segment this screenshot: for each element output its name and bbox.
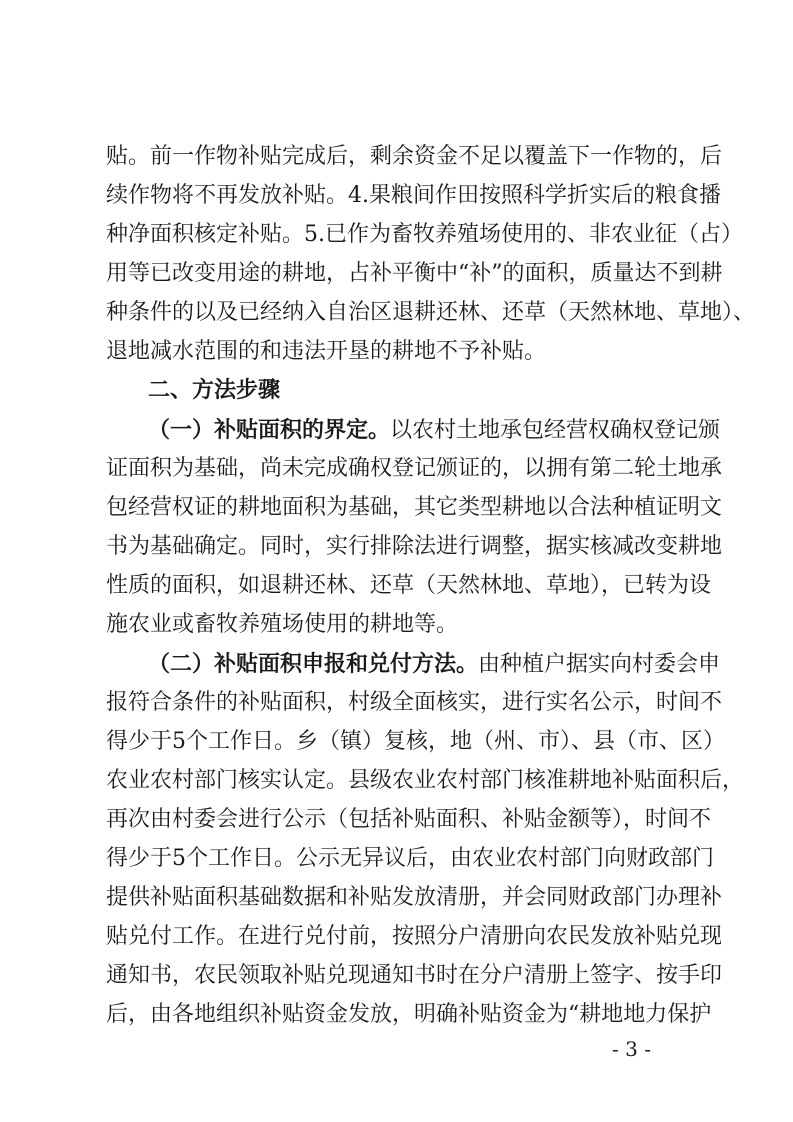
body-line: 后，由各地组织补贴资金发放，明确补贴资金为“耕地地力保护 (106, 1002, 712, 1027)
body-line: 施农业或畜牧养殖场使用的耕地等。 (106, 612, 459, 637)
body-line: 再次由村委会进行公示（包括补贴面积、补贴金额等），时间不 (106, 807, 712, 832)
paragraph-text: 以农村土地承包经营权确权登记颁 (390, 418, 721, 443)
body-line: 得少于5个工作日。乡（镇）复核，地（州、市）、县（市、区） (106, 729, 725, 754)
body-line: 包经营权证的耕地面积为基础，其它类型耕地以合法种植证明文 (106, 495, 723, 520)
body-line: 续作物将不再发放补贴。4.果粮间作田按照科学折实后的粮食播 (106, 183, 721, 208)
body-line: 报符合条件的补贴面积，村级全面核实，进行实名公示，时间不 (106, 690, 723, 715)
body-line: 证面积为基础，尚未完成确权登记颁证的，以拥有第二轮土地承 (106, 456, 723, 481)
body-line: 用等已改变用途的耕地，占补平衡中“补”的面积，质量达不到耕 (106, 261, 723, 286)
paragraph-lead: （一）补贴面积的界定。 (148, 417, 391, 443)
body-line: 得少于5个工作日。公示无异议后，由农业农村部门向财政部门 (106, 846, 714, 871)
body-line: 性质的面积，如退耕还林、还草（天然林地、草地），已转为设 (106, 573, 712, 598)
body-line: 贴。前一作物补贴完成后，剩余资金不足以覆盖下一作物的，后 (106, 144, 723, 169)
paragraph-text: 由种植户据实向村委会申 (478, 652, 721, 677)
body-line: 提供补贴面积基础数据和补贴发放清册，并会同财政部门办理补 (106, 885, 723, 910)
body-line: 通知书，农民领取补贴兑现通知书时在分户清册上签字、按手印 (106, 963, 723, 988)
paragraph-lead: （二）补贴面积申报和兑付方法。 (148, 651, 479, 677)
body-line: 种净面积核定补贴。5.已作为畜牧养殖场使用的、非农业征（占） (106, 222, 743, 247)
body-line: 种条件的以及已经纳入自治区退耕还林、还草（天然林地、草地）、 (106, 300, 756, 325)
section-heading: 二、方法步骤 (148, 378, 281, 403)
body-line: 农业农村部门核实认定。县级农业农村部门核准耕地补贴面积后， (106, 768, 745, 793)
body-line: 书为基础确定。同时，实行排除法进行调整，据实核减改变耕地 (106, 534, 723, 559)
page-number: - 3 - (612, 1037, 651, 1061)
paragraph-first-line (148, 649, 721, 680)
body-line: 退地减水范围的和违法开垦的耕地不予补贴。 (106, 339, 547, 364)
paragraph-first-line (148, 415, 721, 446)
body-line: 贴兑付工作。在进行兑付前，按照分户清册向农民发放补贴兑现 (106, 924, 723, 949)
